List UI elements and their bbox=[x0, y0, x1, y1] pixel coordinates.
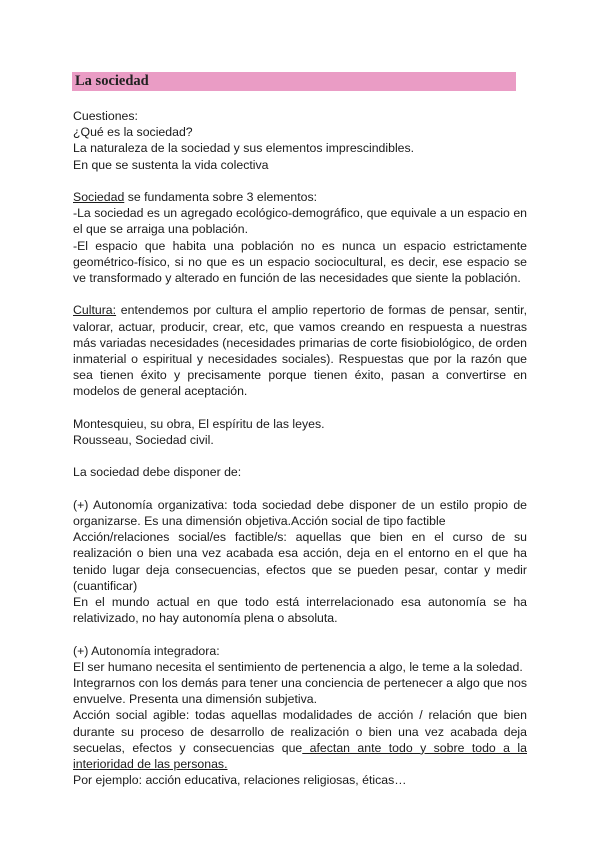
ejemplo-line: Por ejemplo: acción educativa, relaciones religiosas, éticas… bbox=[73, 773, 407, 788]
agible-paragraph bbox=[73, 707, 527, 772]
cuestiones-heading: Cuestiones: bbox=[73, 109, 138, 123]
reference-line: Rousseau, Sociedad civil. bbox=[73, 433, 214, 448]
cultura-text: entendemos por cultura el amplio repertorio de formas de pensar, sentir, valorar, actuar, producir, crear, etc, que vamos creando en respuesta a nuestras más variadas necesidades (necesidades primarias de corte fisiobiológico, de orden inmaterial o espiritual y necesidades sociales). Respuestas que por la razón que sea tienen éxito y precisamente porque tienen éxito, pasan a convertirse en modelos de general aceptación. bbox=[73, 303, 527, 399]
title-highlight bbox=[72, 72, 516, 91]
sociedad-intro-text: se fundamenta sobre 3 elementos: bbox=[124, 190, 318, 204]
cuestion-item: En que se sustenta la vida colectiva bbox=[73, 157, 269, 172]
sociedad-point: -La sociedad es un agregado ecológico-demográfico, que equivale a un espacio en el que se arraiga una población. bbox=[73, 206, 527, 237]
page-title: La sociedad bbox=[75, 73, 149, 89]
integradora-heading: (+) Autonomía integradora: bbox=[73, 643, 220, 658]
reference-line: Montesquieu, su obra, El espíritu de las leyes. bbox=[73, 416, 325, 431]
factible-paragraph: Acción/relaciones social/es factible/s: aquellas que bien en el curso de su realización o bien una vez acabada esa acción, deja en el entorno en el que ha tenido lugar deja consecuencias, efectos que se pueden pesar, contar y medir (cuantificar) bbox=[73, 530, 527, 593]
agible-text: Acción social agible: todas aquellas modalidades de acción / relación que bien durante su proceso de desarrollo de realización o bien una vez acabada deja secuelas, efectos y consecuencias que bbox=[73, 708, 527, 755]
sociedad-intro bbox=[73, 189, 527, 205]
cuestion-item: La naturaleza de la sociedad y sus elementos imprescindibles. bbox=[73, 141, 415, 156]
relativizado-paragraph: En el mundo actual en que todo está interrelacionado esa autonomía se ha relativizado, no hay autonomía plena o absoluta. bbox=[73, 595, 527, 626]
organizativa-paragraph: (+) Autonomía organizativa: toda sociedad debe disponer de un estilo propio de organizarse. Es una dimensión objetiva.Acción social de tipo factible bbox=[73, 497, 527, 528]
disponer-line: La sociedad debe disponer de: bbox=[73, 465, 242, 480]
sociedad-point: -El espacio que habita una población no es nunca un espacio estrictamente geométrico-físico, si no que es un espacio sociocultural, es decir, ese espacio se ve transformado y alterado en función de las necesidades que siente la población. bbox=[73, 238, 527, 286]
sociedad-term: Sociedad bbox=[73, 190, 125, 204]
integrarnos-paragraph: Integrarnos con los demás para tener una conciencia de pertenecer a algo que nos envuelve. Presenta una dimensión subjetiva. bbox=[73, 676, 527, 707]
cuestion-item: ¿Qué es la sociedad? bbox=[73, 125, 193, 140]
cultura-paragraph bbox=[73, 302, 527, 399]
pertenencia-paragraph: El ser humano necesita el sentimiento de pertenencia a algo, le teme a la soledad. bbox=[73, 659, 523, 674]
cultura-term: Cultura: bbox=[73, 303, 117, 318]
document-body bbox=[73, 108, 527, 788]
agible-underlined: afectan ante todo y sobre todo a la interioridad de las personas. bbox=[73, 740, 527, 772]
